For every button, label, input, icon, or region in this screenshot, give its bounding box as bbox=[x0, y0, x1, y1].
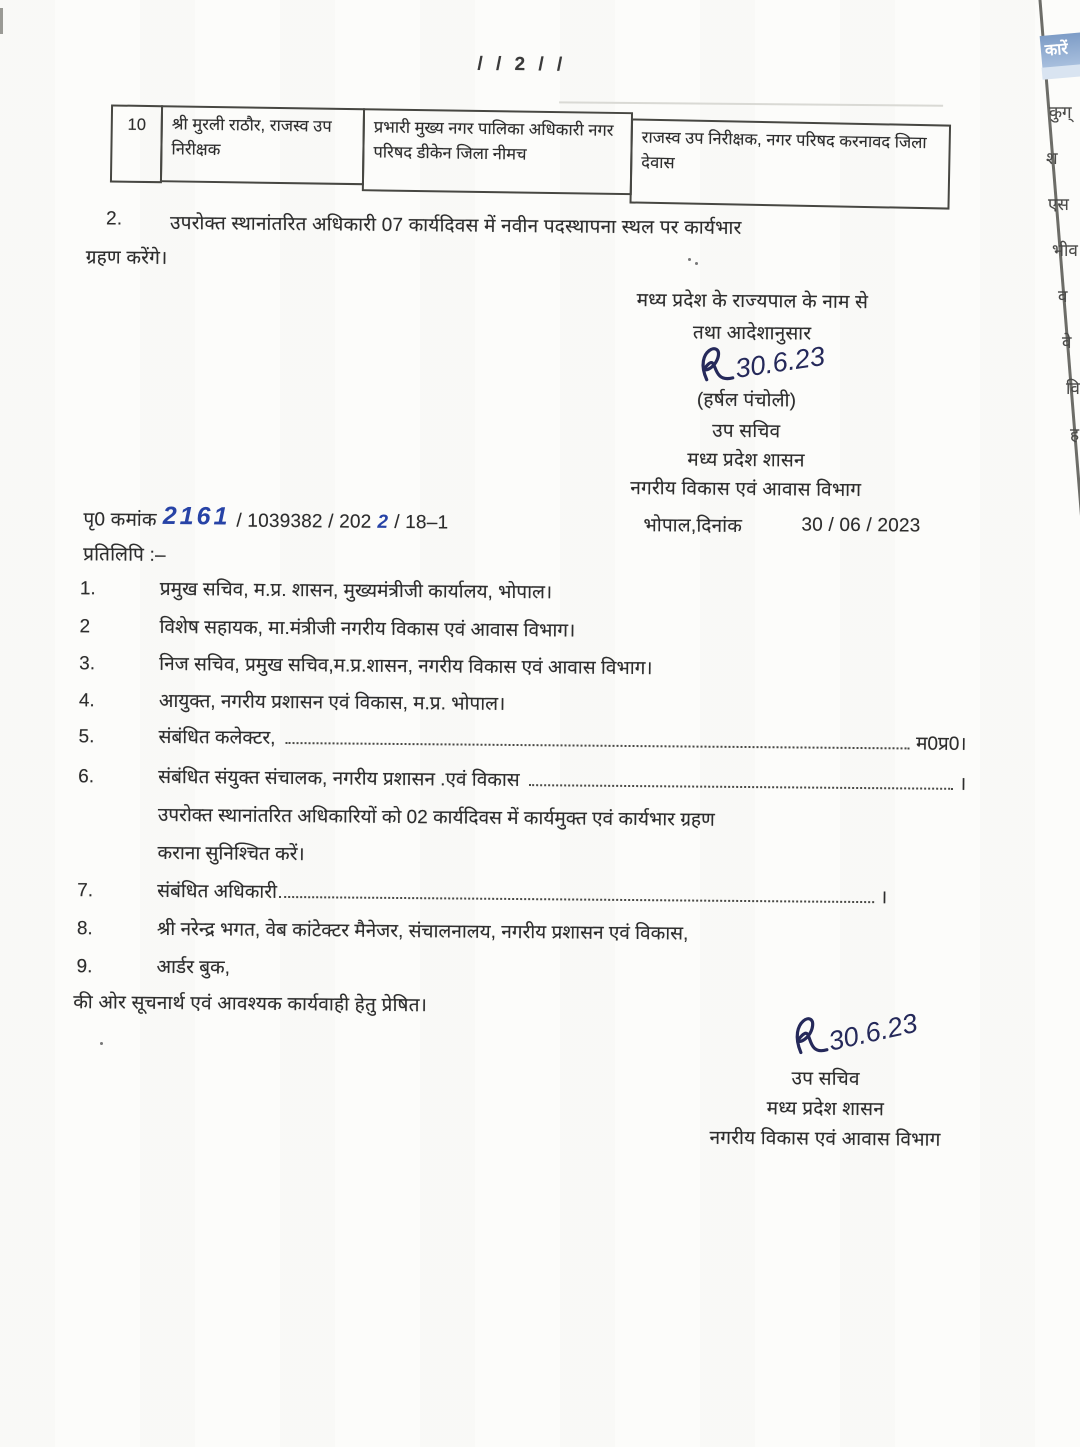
list-item bbox=[76, 952, 964, 986]
reference-handwritten-number: 2161 bbox=[162, 501, 231, 531]
list-item-number: 8. bbox=[76, 918, 93, 940]
list-item-text: प्रमुख सचिव, म.प्र. शासन, मुख्यमंत्रीजी कार्यालय, भोपाल। bbox=[159, 578, 553, 604]
list-item-number: 2 bbox=[79, 616, 91, 638]
list-item-number: 4. bbox=[78, 690, 95, 712]
list-item-text: आयुक्त, नगरीय प्रशासन एवं विकास, म.प्र. भोपाल। bbox=[158, 690, 506, 715]
list-item-number: 5. bbox=[78, 726, 95, 748]
signatory2-designation: उप सचिव bbox=[791, 1068, 860, 1091]
handwritten-signature bbox=[779, 1006, 990, 1068]
list-item bbox=[79, 612, 967, 646]
list-item-number: 1. bbox=[79, 578, 96, 600]
list-item bbox=[78, 762, 966, 796]
background-page-fragment: वि bbox=[1066, 379, 1080, 398]
dispatch-date: 30 / 06 / 2023 bbox=[801, 514, 921, 537]
list-item-number: 3. bbox=[79, 653, 96, 675]
table-cell-officer: श्री मुरली राठौर, राजस्व उप निरीक्षक bbox=[160, 105, 365, 185]
para2-line2: ग्रहण करेंगे। bbox=[85, 247, 168, 269]
signature-date: 30.6.23 bbox=[733, 340, 827, 384]
previous-row-border-remnant bbox=[559, 101, 943, 106]
authority-line2: तथा आदेशानुसार bbox=[692, 322, 812, 345]
signatory2-department: नगरीय विकास एवं आवास विभाग bbox=[709, 1127, 941, 1151]
background-page-fragment: एस bbox=[1048, 195, 1069, 214]
list-item-suffix: । bbox=[879, 887, 888, 909]
list-item-text: संबंधित अधिकारी bbox=[157, 880, 278, 903]
dotted-leader bbox=[530, 783, 953, 790]
background-page-fragment: कुग् bbox=[1049, 103, 1072, 122]
signature-date: 30.6.23 bbox=[825, 1007, 921, 1057]
copies-trailer: की ओर सूचनार्थ एवं आवश्यक कार्यवाही हेतु प्रेषित। bbox=[73, 992, 428, 1017]
page-number: / / 2 / / bbox=[477, 53, 567, 76]
list-item-text: विशेष सहायक, मा.मंत्रीजी नगरीय विकास एवं आवास विभाग। bbox=[159, 616, 576, 642]
list-item-text: संबंधित कलेक्टर, bbox=[158, 726, 276, 749]
list-item-continuation: उपरोक्त स्थानांतरित अधिकारियों को 02 कार्यदिवस में कार्यमुक्त एवं कार्यभार ग्रहण bbox=[157, 804, 715, 831]
place-date-label: भोपाल,दिनांक bbox=[643, 515, 743, 537]
list-item-text: श्री नरेन्द्र भगत, वेब कांटेक्टर मैनेजर, संचालनालय, नगरीय प्रशासन एवं विकास, bbox=[156, 918, 689, 945]
table-cell-from-post: प्रभारी मुख्य नगर पालिका अधिकारी नगर परिषद डीकेन जिला नीमच bbox=[362, 108, 633, 195]
para2-line1: उपरोक्त स्थानांतरित अधिकारी 07 कार्यदिवस में नवीन पदस्थापना स्थल पर कार्यभार bbox=[169, 212, 742, 239]
list-item bbox=[80, 574, 968, 608]
background-page-fragment: श bbox=[1046, 149, 1058, 168]
list-item bbox=[79, 649, 967, 683]
list-item-text: संबंधित संयुक्त संचालक, नगरीय प्रशासन .एवं विकास bbox=[158, 766, 520, 792]
list-item-number: 7. bbox=[77, 880, 94, 902]
signatory-designation: उप सचिव bbox=[712, 420, 781, 443]
list-item-number: 9. bbox=[76, 956, 93, 978]
list-item-text: आर्डर बुक, bbox=[156, 956, 231, 979]
dotted-leader bbox=[285, 741, 910, 749]
list-item-suffix: । bbox=[958, 773, 967, 795]
signatory-government: मध्य प्रदेश शासन bbox=[687, 449, 805, 472]
reference-handwritten-digit: 2 bbox=[377, 511, 389, 533]
reference-line bbox=[83, 503, 448, 535]
list-item bbox=[78, 722, 966, 756]
table-cell-serial: 10 bbox=[110, 104, 163, 183]
background-page-fragment: ह bbox=[1070, 425, 1080, 444]
reference-prefix: पृ0 कमांक bbox=[83, 509, 157, 531]
background-page-fragment: भीव bbox=[1052, 241, 1078, 260]
reference-number-tail: / 18–1 bbox=[394, 511, 449, 534]
authority-line1: मध्य प्रदेश के राज्यपाल के नाम से bbox=[636, 290, 869, 314]
copies-heading: प्रतिलिपि :– bbox=[83, 544, 166, 566]
dotted-leader bbox=[279, 895, 874, 903]
list-item bbox=[77, 876, 887, 909]
reference-number-mid: / 1039382 / 202 bbox=[236, 510, 372, 533]
list-item bbox=[77, 914, 965, 948]
list-item-text: निज सचिव, प्रमुख सचिव,म.प्र.शासन, नगरीय विकास एवं आवास विभाग। bbox=[159, 653, 653, 680]
list-item-continuation: कराना सुनिश्चित करें। bbox=[157, 842, 305, 866]
background-page-fragment: वे bbox=[1062, 333, 1072, 352]
background-page-fragment: व bbox=[1058, 287, 1068, 306]
signatory-department: नगरीय विकास एवं आवास विभाग bbox=[630, 477, 862, 502]
list-item-number: 6. bbox=[78, 766, 95, 788]
transfer-table bbox=[110, 104, 951, 201]
signatory-name: (हर्षल पंचोली) bbox=[696, 389, 797, 412]
table-cell-to-post: राजस्व उप निरीक्षक, नगर परिषद करनावद जिला देवास bbox=[629, 118, 951, 209]
signatory2-government: मध्य प्रदेश शासन bbox=[766, 1098, 885, 1121]
background-page-band-text: कारें bbox=[1044, 40, 1069, 60]
para2-number: 2. bbox=[105, 208, 123, 230]
list-item bbox=[79, 686, 967, 720]
list-item-suffix: म0प्र0। bbox=[915, 733, 967, 755]
